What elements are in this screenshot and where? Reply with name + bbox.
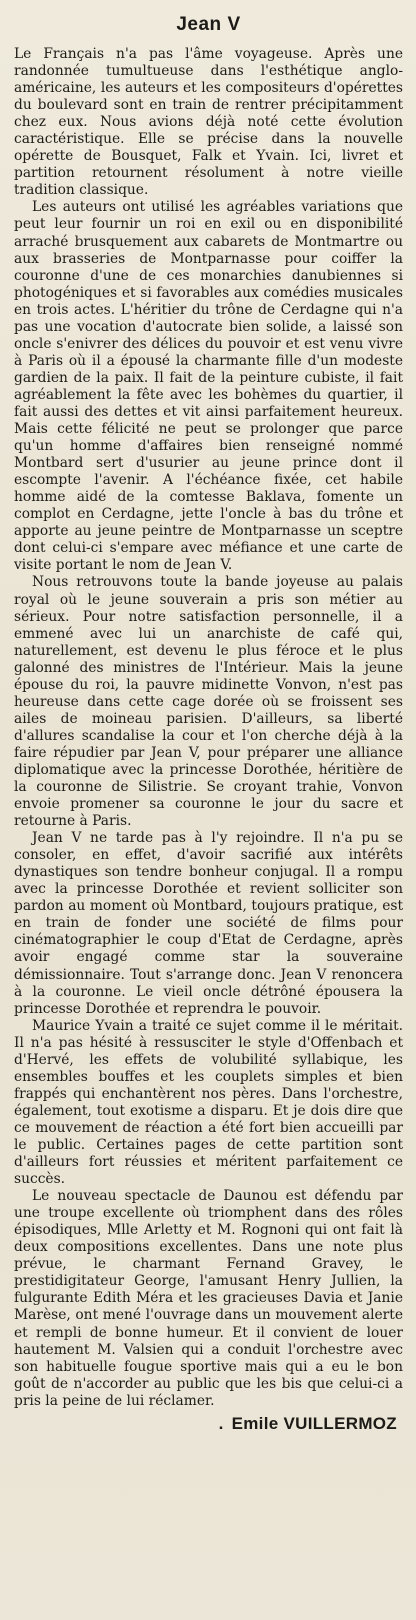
article-paragraph-4: Jean V ne tarde pas à l'y rejoindre. Il n'a pu se consoler, en effet, d'avoir sacrifié aux intérêts dynastiques son tendre bonheur conjugal. Il a rompu avec la princesse Dorothée et revient solliciter son pardon au moment où Montbard, toujours pratique, est en train de fonder une société de films pour cinématographier le coup d'Etat de Cerdagne, après avoir engagé comme star la souveraine démissionnaire. Tout s'arrange donc. Jean V renoncera à la couronne. Le vieil oncle détrôné épousera la princesse Dorothée et reprendra le pouvoir.: [14, 830, 403, 1017]
article-paragraph-6: Le nouveau spectacle de Daunou est défendu par une troupe excellente où triomphent dans des rôles épisodiques, Mlle Arletty et M. Rognoni qui ont fait là deux compositions excellentes. Dans une note plus prévue, le charmant Fernand Gravey, le prestidigitateur George, l'amusant Henry Jullien, la fulgurante Edith Méra et les gracieuses Davia et Janie Marèse, ont mené l'ouvrage dans un mouvement alerte et rempli de bonne humeur. Et il convient de louer hautement M. Valsien qui a conduit l'orchestre avec son habituelle fougue sportive mais qui a eu le bon goût de n'accorder au public que les bis que celui-ci a pris la peine de lui réclamer.: [14, 1188, 403, 1409]
signature-dot: .: [218, 1413, 224, 1433]
author-name: Emile VUILLERMOZ: [231, 1413, 397, 1433]
author-signature: [14, 1414, 403, 1434]
article-title: Jean V: [176, 14, 241, 35]
article-paragraph-2: Les auteurs ont utilisé les agréables variations que peut leur fournir un roi en exil ou en disponibilité arraché brusquement aux cabarets de Montmartre ou aux brasseries de Montparnasse pour coiffer la couronne d'une de ces monarchies danubiennes si photogéniques et si favorables aux comédies musicales en trois actes. L'héritier du trône de Cerdagne qui n'a pas une vocation d'autocrate bien solide, a laissé son oncle s'enivrer des délices du pouvoir et est venu vivre à Paris où il a épousé la charmante fille d'un modeste gardien de la paix. Il fait de la peinture cubiste, il fait agréablement la fête avec les bohèmes du quartier, il fait aussi des dettes et vit ainsi parfaitement heureux. Mais cette félicité ne peut se prolonger que parce qu'un homme d'affaires bien renseigné nommé Montbard sert d'usurier au jeune prince dont il escompte l'avenir. A l'échéance fixée, cet habile homme aidé de la comtesse Baklava, fomente un complot en Cerdagne, jette l'oncle à bas du trône et apporte au jeune peintre de Montparnasse un sceptre dont celui-ci s'empare avec méfiance et une carte de visite portant le nom de Jean V.: [14, 199, 403, 574]
article-paragraph-5: Maurice Yvain a traité ce sujet comme il le méritait. Il n'a pas hésité à ressusciter le style d'Offenbach et d'Hervé, les effets de volubilité syllabique, les ensembles bouffes et les couplets simples et bien frappés qui enchantèrent nos pères. Dans l'orchestre, également, tout exotisme a disparu. Et je dois dire que ce mouvement de réaction a été fort bien accueilli par le public. Certaines pages de cette partition sont d'ailleurs fort réussies et méritent parfaitement ce succès.: [14, 1017, 403, 1188]
article-paragraph-1: Le Français n'a pas l'âme voyageuse. Après une randonnée tumultueuse dans l'esthétique anglo-américaine, les auteurs et les compositeurs d'opérettes du boulevard sont en train de rentrer précipitamment chez eux. Nous avions déjà noté cette évolution caractéristique. Elle se précise dans la nouvelle opérette de Bousquet, Falk et Yvain. Ici, livret et partition retournent résolument à notre vieille tradition classique.: [14, 46, 403, 199]
article-body: [14, 46, 403, 1410]
article-paragraph-3: Nous retrouvons toute la bande joyeuse au palais royal où le jeune souverain a pris son métier au sérieux. Pour notre satisfaction personnelle, il a emmené avec lui un anarchiste de café qui, naturellement, est devenu le plus féroce et le plus galonné des ministres de l'Intérieur. Mais la jeune épouse du roi, la pauvre midinette Vonvon, n'est pas heureuse dans cette cage dorée où se froissent ses ailes de moineau parisien. D'ailleurs, sa liberté d'allures scandalise la cour et l'on cherche déjà à la faire répudier par Jean V, pour préparer une alliance diplomatique avec la princesse Dorothée, héritière de la couronne de Silistrie. Se croyant trahie, Vonvon envoie promener sa couronne le jour du sacre et retourne à Paris.: [14, 574, 403, 830]
